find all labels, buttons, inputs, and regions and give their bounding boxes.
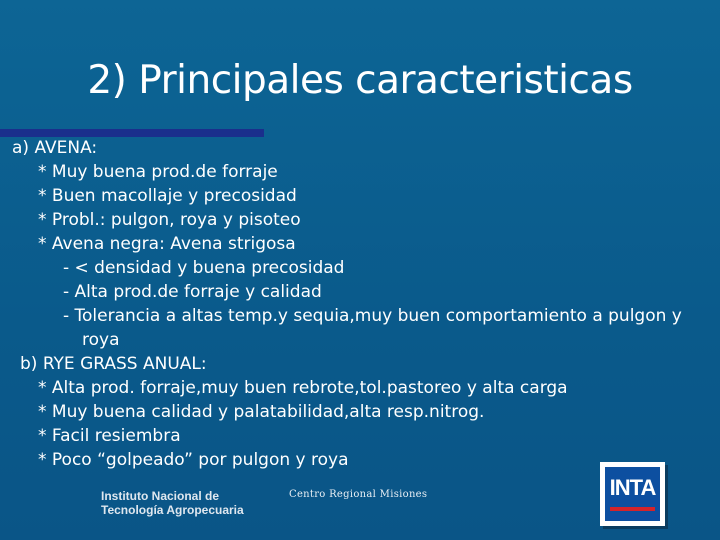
sub-bullet-item: - Alta prod.de forraje y calidad: [63, 282, 322, 302]
sub-bullet-item: - < densidad y buena precosidad: [63, 258, 345, 278]
bullet-item: * Probl.: pulgon, roya y pisoteo: [38, 210, 301, 230]
bullet-item: * Avena negra: Avena strigosa: [38, 234, 296, 254]
sub-bullet-item: - Tolerancia a altas temp.y sequia,muy buen comportamiento a pulgon y: [63, 306, 682, 326]
bullet-item: * Poco “golpeado” por pulgon y roya: [38, 450, 349, 470]
institute-name-line1: Instituto Nacional de: [101, 489, 220, 503]
sub-bullet-continuation: roya: [82, 330, 120, 350]
inta-logo-text: INTA: [609, 475, 656, 500]
institute-name-line2: Tecnología Agropecuaria: [101, 503, 244, 517]
bullet-item: * Muy buena prod.de forraje: [38, 162, 278, 182]
inta-logo: [600, 462, 665, 526]
bullet-item: * Facil resiembra: [38, 426, 181, 446]
institute-name: [101, 489, 244, 517]
bullet-item: * Buen macollaje y precosidad: [38, 186, 297, 206]
section-heading-rye-grass: b) RYE GRASS ANUAL:: [20, 354, 207, 374]
regional-center-label: Centro Regional Misiones: [289, 489, 428, 500]
bullet-item: * Muy buena calidad y palatabilidad,alta resp.nitrog.: [38, 402, 485, 422]
section-heading-avena: a) AVENA:: [12, 138, 98, 158]
slide-title: 2) Principales caracteristicas: [87, 58, 633, 103]
bullet-item: * Alta prod. forraje,muy buen rebrote,tol.pastoreo y alta carga: [38, 378, 568, 398]
inta-logo-red-bar: [610, 507, 655, 511]
